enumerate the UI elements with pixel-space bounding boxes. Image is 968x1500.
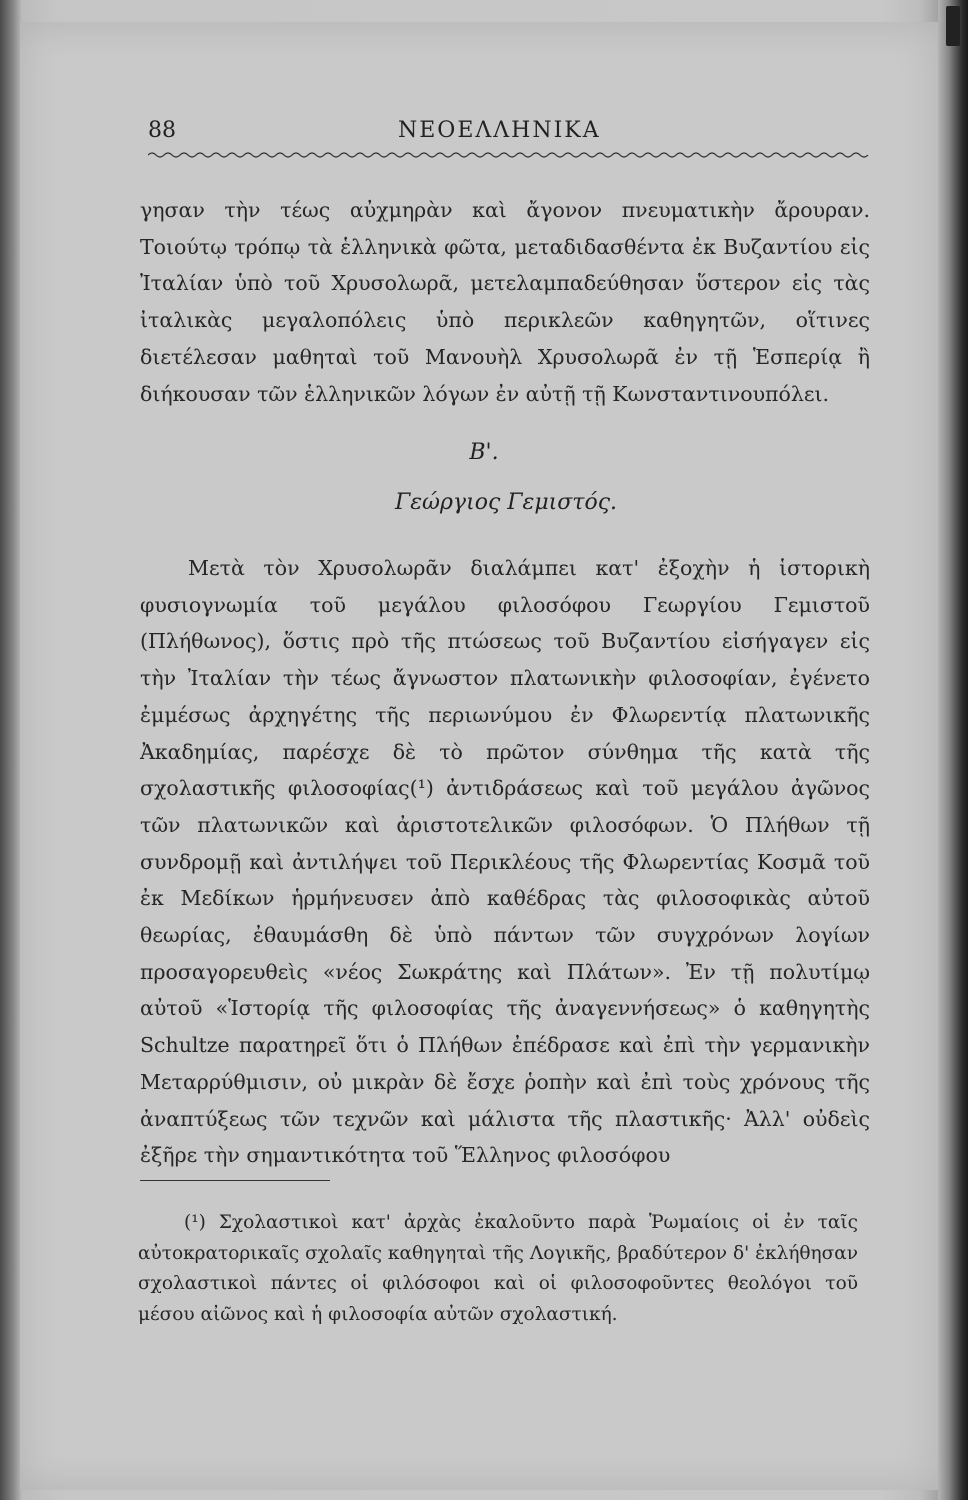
- running-header: [148, 118, 870, 154]
- intro-paragraph: γησαν τὴν τέως αὐχμηρὰν καὶ ἄγονον πνευματικὴν ἄρουραν. Τοιούτῳ τρόπῳ τὰ ἑλληνικὰ φῶτα, μεταδιδασθέντα ἐκ Βυζαντίου εἰς Ἰταλίαν ὑπὸ τοῦ Χρυσολωρᾶ, μετελαμπαδεύθησαν ὕστερον εἰς τὰς ἰταλικὰς μεγαλοπόλεις ὑπὸ περικλεῶν καθηγητῶν, οἵτινες διετέλεσαν μαθηταὶ τοῦ Μανουὴλ Χρυσολωρᾶ ἐν τῇ Ἑσπερίᾳ ἢ διήκουσαν τῶν ἑλληνικῶν λόγων ἐν αὐτῇ τῇ Κωνσταντινουπόλει.: [140, 198, 870, 406]
- footnote: (¹) Σχολαστικοὶ κατ' ἀρχὰς ἐκαλοῦντο παρὰ Ῥωμαίοις οἱ ἐν ταῖς αὐτοκρατορικαῖς σχολαῖς καθηγηταὶ τῆς Λογικῆς, βραδύτερον δ' ἐκλήθησαν σχολαστικοὶ πάντες οἱ φιλόσοφοι καὶ οἱ φιλοσοφοῦντες θεολόγοι τοῦ μέσου αἰῶνος καὶ ἡ φιλοσοφία αὐτῶν σχολαστική.: [138, 1212, 858, 1325]
- binding-clip: [946, 6, 960, 46]
- main-paragraph: Μετὰ τὸν Χρυσολωρᾶν διαλάμπει κατ' ἐξοχὴν ἡ ἱστορικὴ φυσιογνωμία τοῦ μεγάλου φιλοσόφου Γεωργίου Γεμιστοῦ (Πλήθωνος), ὅστις πρὸ τῆς πτώσεως τοῦ Βυζαντίου εἰσήγαγεν εἰς τὴν Ἰταλίαν τὴν τέως ἄγνωστον πλατωνικὴν φιλοσοφίαν, ἐγένετο ἐμμέσως ἀρχηγέτης τῆς περιωνύμου ἐν Φλωρεντίᾳ πλατωνικῆς Ἀκαδημίας, παρέσχε δὲ τὸ πρῶτον σύνθημα τῆς κατὰ τῆς σχολαστικῆς φιλοσοφίας(¹) ἀντιδράσεως καὶ τοῦ μεγάλου ἀγῶνος τῶν πλατωνικῶν καὶ ἀριστοτελικῶν φιλοσόφων. Ὁ Πλήθων τῇ συνδρομῇ καὶ ἀντιλήψει τοῦ Περικλέους τῆς Φλωρεντίας Κοσμᾶ τοῦ ἐκ Μεδίκων ἡρμήνευσεν ἀπὸ καθέδρας τὰς φιλοσοφικὰς αὐτοῦ θεωρίας, ἐθαυμάσθη δὲ ὑπὸ πάντων τῶν συγχρόνων λογίων προσαγορευθεὶς «νέος Σωκράτης καὶ Πλάτων». Ἐν τῇ πολυτίμῳ αὐτοῦ «Ἱστορίᾳ τῆς φιλοσοφίας τῆς ἀναγεννήσεως» ὁ καθηγητὴς Schultze παρατηρεῖ ὅτι ὁ Πλήθων ἐπέδρασε καὶ ἐπὶ τὴν γερμανικὴν Μεταρρύθμισιν, οὐ μικρὰν δὲ ἔσχε ῥοπὴν καὶ ἐπὶ τοὺς χρόνους τῆς ἀναπτύξεως τῶν τεχνῶν καὶ μάλιστα τῆς πλαστικῆς· Ἀλλ' οὐδεὶς ἐξῆρε τὴν σημαντικότητα τοῦ Ἕλληνος φιλοσόφου: [140, 556, 870, 1168]
- page-number: 88: [148, 118, 176, 143]
- running-title: ΝΕΟΕΛΛΗΝΙΚΑ: [398, 118, 601, 143]
- footnote-separator: [140, 1180, 330, 1181]
- section-title: Γεώργιος Γεμιστός.: [394, 490, 618, 515]
- book-binding-edge: [938, 0, 968, 1500]
- wavy-header-rule: [148, 150, 870, 160]
- section-number: Β'.: [469, 440, 499, 465]
